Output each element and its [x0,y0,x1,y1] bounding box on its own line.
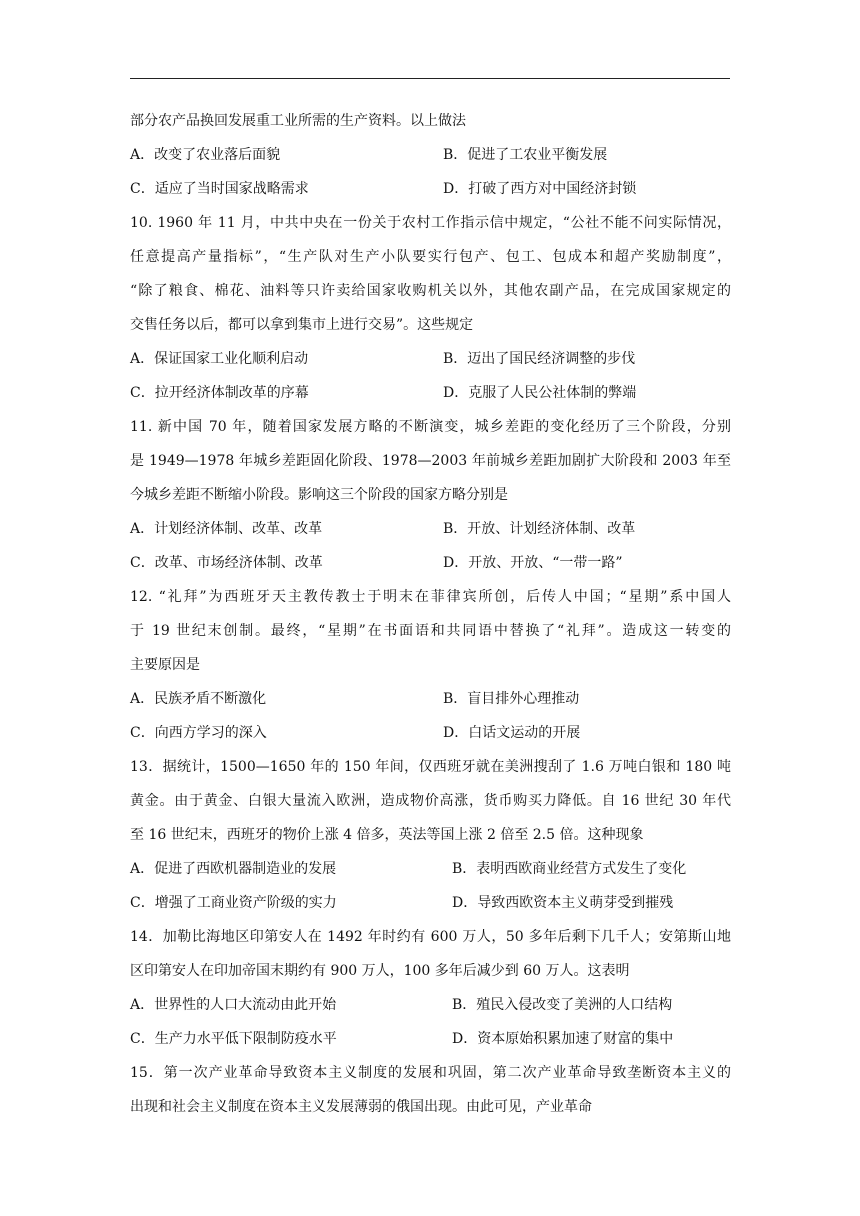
option-c[interactable]: C．生产力水平低下限制防疫水平 [130,1031,337,1047]
question-stem-line: 11. 新中国 70 年，随着国家发展方略的不断演变，城乡差距的变化经历了三个阶段，分别 [130,419,731,435]
question-stem-line: 至 16 世纪末，西班牙的物价上涨 4 倍多，英法等国上涨 2 倍至 2.5 倍。这种现象 [130,827,644,843]
option-c[interactable]: C．改革、市场经济体制、改革 [130,555,323,571]
header-rule [130,78,730,79]
question-12 [130,580,731,750]
option-d[interactable]: D．导致西欧资本主义萌芽受到摧残 [452,895,674,911]
options-row [130,376,731,410]
question-stem-line: 交售任务以后，都可以拿到集市上进行交易”。这些规定 [130,317,474,333]
options-row [130,988,731,1022]
options-row [130,1022,731,1056]
question-11 [130,410,731,580]
question-stem-line: 15．第一次产业革命导致资本主义制度的发展和巩固，第二次产业革命导致垄断资本主义的 [130,1065,731,1081]
option-b[interactable]: B．开放、计划经济体制、改革 [443,521,636,537]
question-13 [130,750,731,920]
option-c[interactable]: C．拉开经济体制改革的序幕 [130,385,309,401]
option-a[interactable]: A．世界性的人口大流动由此开始 [130,997,337,1013]
question-stem-line: 黄金。由于黄金、白银大量流入欧洲，造成物价高涨，货币购买力降低。自 16 世纪 30 年代 [130,793,731,809]
question-stem-line: 于 19 世纪末创制。最终，“星期”在书面语和共同语中替换了“礼拜”。造成这一转变的 [130,623,731,639]
option-a[interactable]: A．改变了农业落后面貌 [130,147,281,163]
question-10 [130,206,731,410]
option-a[interactable]: A．促进了西欧机器制造业的发展 [130,861,337,877]
option-b[interactable]: B．促进了工农业平衡发展 [443,147,608,163]
question-stem-line: “除了粮食、棉花、油料等只许卖给国家收购机关以外，其他农副产品，在完成国家规定的 [130,283,731,299]
question-stem-line: 任意提高产量指标”，“生产队对生产小队要实行包产、包工、包成本和超产奖励制度”， [130,249,731,265]
option-a[interactable]: A．民族矛盾不断激化 [130,691,267,707]
option-b[interactable]: B．盲目排外心理推动 [443,691,580,707]
option-d[interactable]: D．打破了西方对中国经济封锁 [443,181,637,197]
options-row [130,716,731,750]
option-d[interactable]: D．白话文运动的开展 [443,725,581,741]
option-d[interactable]: D．资本原始积累加速了财富的集中 [452,1031,674,1047]
options-row [130,138,731,172]
options-row [130,512,731,546]
continued-stem-line: 部分农产品换回发展重工业所需的生产资料。以上做法 [130,113,466,129]
question-stem-line: 12. “礼拜”为西班牙天主教传教士于明末在菲律宾所创，后传人中国；“星期”系中国人 [130,589,731,605]
question-stem-line: 主要原因是 [130,657,200,673]
question-15 [130,1056,731,1124]
question-9-options [130,138,731,206]
question-stem-line: 今城乡差距不断缩小阶段。影响这三个阶段的国家方略分别是 [130,487,508,503]
question-14 [130,920,731,1056]
question-stem-line: 14．加勒比海地区印第安人在 1492 年时约有 600 万人，50 多年后剩下几千人；安第斯山地 [130,929,731,945]
option-c[interactable]: C．增强了工商业资产阶级的实力 [130,895,337,911]
option-c[interactable]: C．适应了当时国家战略需求 [130,181,309,197]
options-row [130,886,731,920]
option-b[interactable]: B．迈出了国民经济调整的步伐 [443,351,636,367]
option-b[interactable]: B．表明西欧商业经营方式发生了变化 [452,861,687,877]
question-stem-line: 是 1949—1978 年城乡差距固化阶段、1978—2003 年前城乡差距加剧扩大阶段和 2003 年至 [130,453,731,469]
option-b[interactable]: B．殖民入侵改变了美洲的人口结构 [452,997,673,1013]
question-stem-line: 区印第安人在印加帝国末期约有 900 万人，100 多年后减少到 60 万人。这表明 [130,963,630,979]
question-stem-line: 10. 1960 年 11 月，中共中央在一份关于农村工作指示信中规定，“公社不能不问实际情况， [130,215,731,231]
options-row [130,342,731,376]
option-d[interactable]: D．开放、开放、“一带一路” [443,555,623,571]
exam-content [130,104,731,1124]
question-stem-line: 13．据统计，1500—1650 年的 150 年间，仅西班牙就在美洲搜刮了 1.6 万吨白银和 180 吨 [130,759,731,775]
option-a[interactable]: A．计划经济体制、改革、改革 [130,521,323,537]
option-a[interactable]: A．保证国家工业化顺利启动 [130,351,309,367]
question-stem-line: 出现和社会主义制度在资本主义发展薄弱的俄国出现。由此可见，产业革命 [130,1099,592,1115]
options-row [130,546,731,580]
options-row [130,852,731,886]
options-row [130,682,731,716]
option-c[interactable]: C．向西方学习的深入 [130,725,267,741]
option-d[interactable]: D．克服了人民公社体制的弊端 [443,385,637,401]
options-row [130,172,731,206]
